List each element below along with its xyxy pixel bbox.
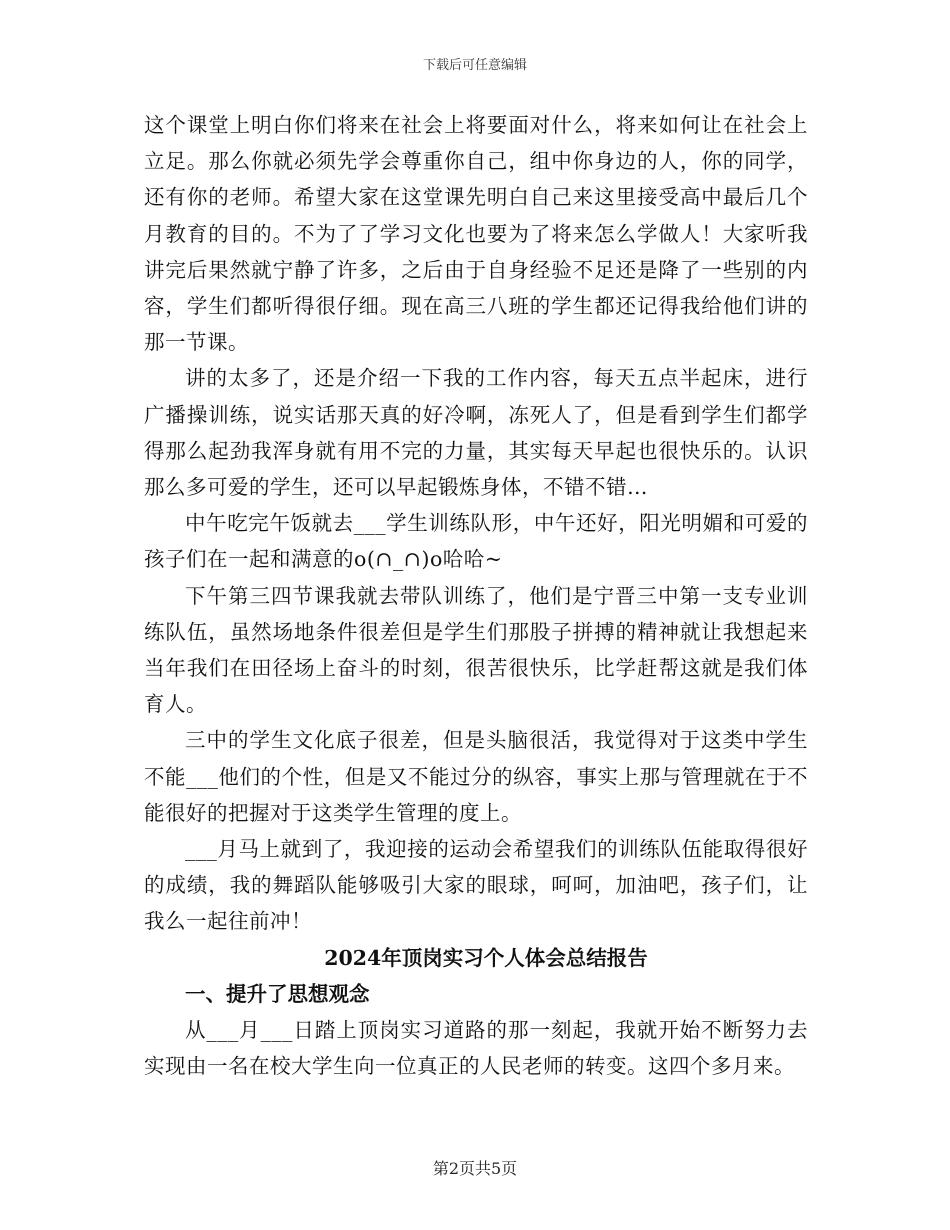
paragraph-work-content: 讲的太多了，还是介绍一下我的工作内容，每天五点半起床，进行广播操训练，说实话那天真的好冷啊，冻死人了，但是看到学生们都学得那么起劲我浑身就有用不完的力量，其实每天早起也很快乐的。认识那么多可爱的学生，还可以早起锻炼身体，不错不错… — [144, 366, 808, 500]
page-header: 下载后可任意编辑 — [422, 58, 527, 73]
section-paragraph: 从___月___日踏上顶岗实习道路的那一刻起，我就开始不断努力去实现由一名在校大学生向一位真正的人民老师的转变。这四个多月来。 — [144, 1018, 808, 1079]
paragraph-noon: 中午吃完午饭就去___学生训练队形，中午还好，阳光明媚和可爱的孩子们在一起和满意的o(∩_∩)o哈哈~ — [144, 511, 808, 572]
paragraph-sports-meet: ___月马上就到了，我迎接的运动会希望我们的训练队伍能取得很好的成绩，我的舞蹈队能够吸引大家的眼球，呵呵，加油吧，孩子们，让我么一起往前冲！ — [144, 837, 808, 934]
paragraph-afternoon-training: 下午第三四节课我就去带队训练了，他们是宁晋三中第一支专业训练队伍，虽然场地条件很差但是学生们那股子拼搏的精神就让我想起来当年我们在田径场上奋斗的时刻，很苦很快乐，比学赶帮这就是我们体育人。 — [144, 583, 808, 717]
page-footer: 第2页共5页 — [432, 1159, 518, 1178]
report-title: 2024年顶岗实习个人体会总结报告 — [324, 945, 648, 970]
paragraph-continuation: 这个课堂上明白你们将来在社会上将要面对什么，将来如何让在社会上立足。那么你就必须先学会尊重你自己，组中你身边的人，你的同学，还有你的老师。希望大家在这堂课先明白自己来这里接受高中最后几个月教育的目的。不为了了学习文化也要为了将来怎么学做人！大家听我讲完后果然就宁静了许多，之后由于自身经验不足还是降了一些别的内容，学生们都听得很仔细。现在高三八班的学生都还记得我给他们讲的那一节课。 — [144, 113, 808, 355]
document-body — [144, 107, 808, 1084]
section-heading: 一、提升了思想观念 — [185, 981, 370, 1006]
paragraph-students: 三中的学生文化底子很差，但是头脑很活，我觉得对于这类中学生不能___他们的个性，但是又不能过分的纵容，事实上那与管理就在于不能很好的把握对于这类学生管理的度上。 — [144, 728, 808, 825]
